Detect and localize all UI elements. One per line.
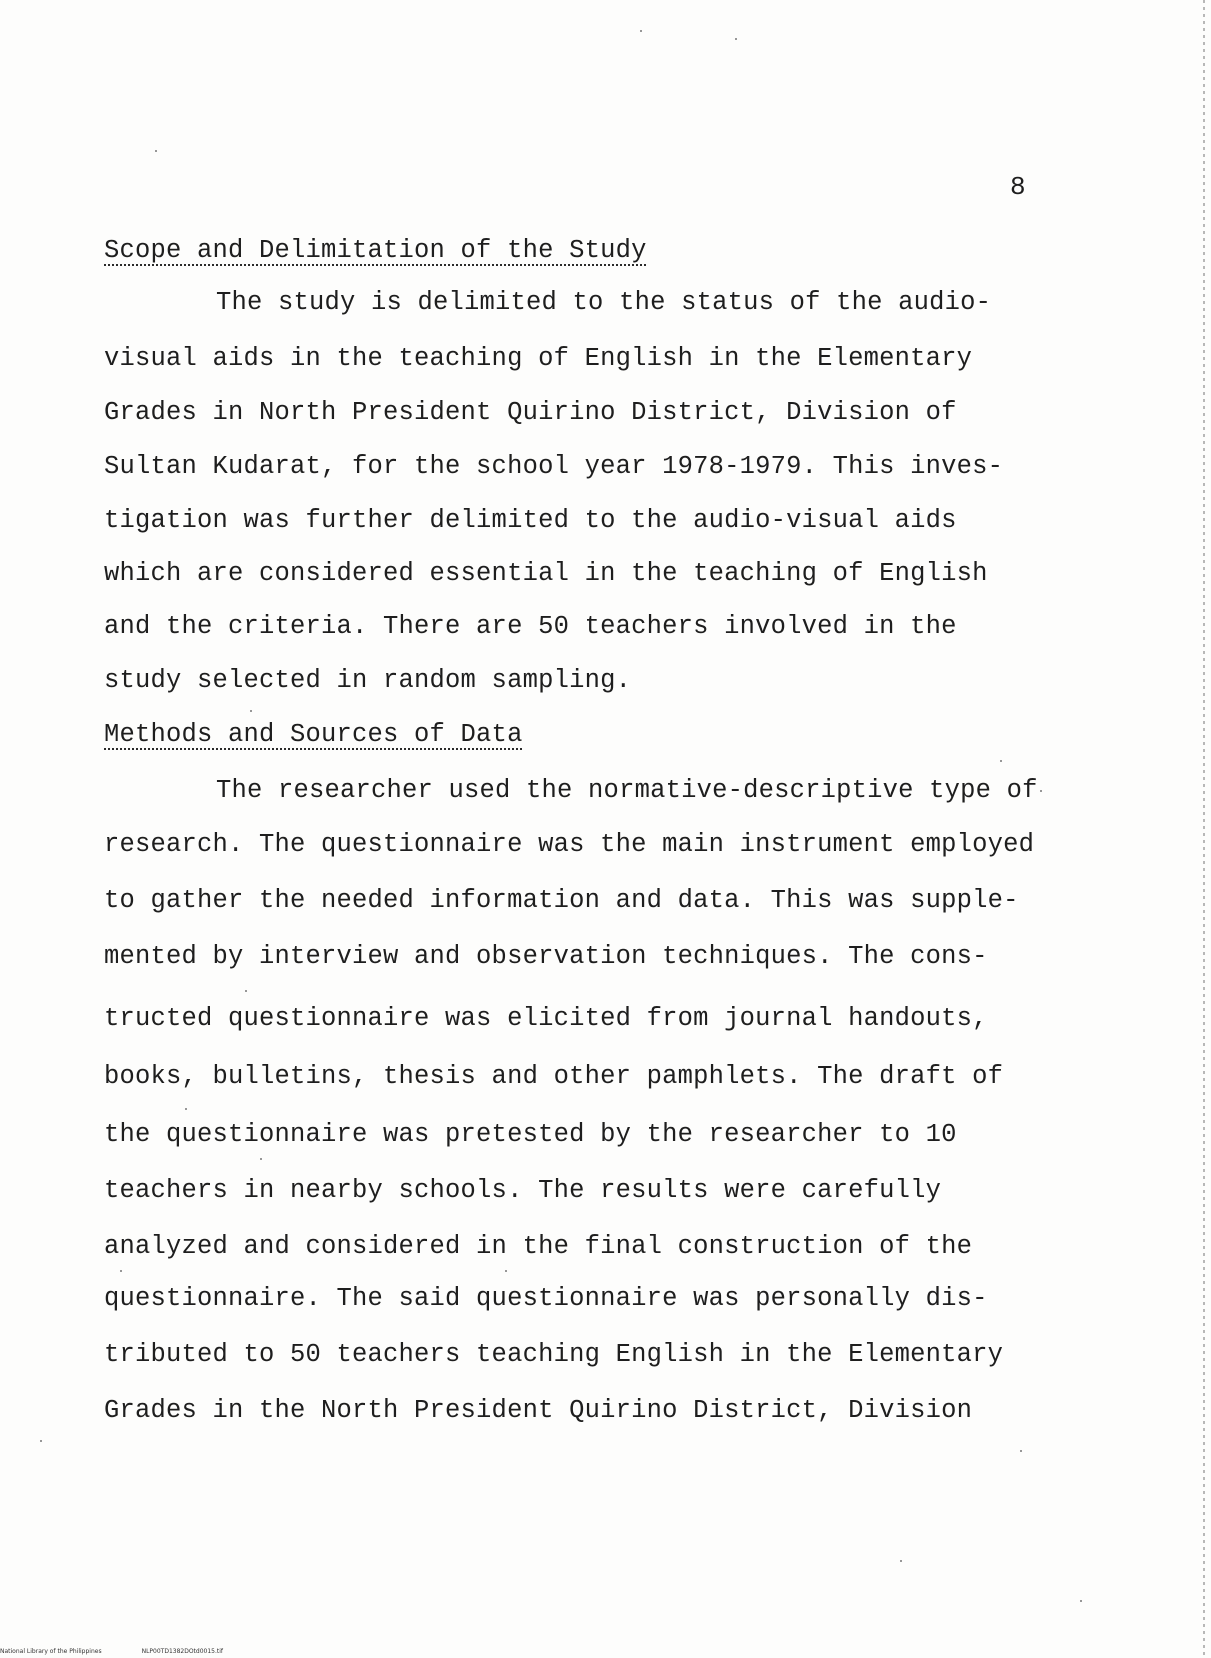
footer-library: National Library of the Philippines <box>0 1648 102 1655</box>
scan-speck <box>120 1270 122 1272</box>
scan-speck <box>1080 1600 1082 1602</box>
paragraph-line: books, bulletins, thesis and other pamphlets. The draft of <box>104 1062 1004 1091</box>
section-heading-methods: Methods and Sources of Data <box>104 720 523 749</box>
paragraph-line: tructed questionnaire was elicited from journal handouts, <box>104 1004 988 1033</box>
paragraph-line: The researcher used the normative-descriptive type of <box>216 776 1038 805</box>
scan-speck <box>735 38 737 40</box>
paragraph-line: tributed to 50 teachers teaching English in the Elementary <box>104 1340 1004 1369</box>
paragraph-line: study selected in random sampling. <box>104 666 632 695</box>
scan-speck <box>185 1108 187 1110</box>
paragraph-line: questionnaire. The said questionnaire was personally dis- <box>104 1284 988 1313</box>
scan-footer <box>0 1648 263 1655</box>
paragraph-line: mented by interview and observation techniques. The cons- <box>104 942 988 971</box>
section-heading-scope: Scope and Delimitation of the Study <box>104 236 647 265</box>
paragraph-line: analyzed and considered in the final construction of the <box>104 1232 973 1261</box>
scan-speck <box>640 30 642 32</box>
scan-speck <box>1020 1450 1022 1452</box>
scan-speck <box>40 1440 42 1442</box>
paragraph-line: visual aids in the teaching of English in the Elementary <box>104 344 973 373</box>
scan-speck <box>505 1270 507 1272</box>
paragraph-line: research. The questionnaire was the main instrument employed <box>104 830 1035 859</box>
scan-speck <box>900 1560 902 1562</box>
paragraph-line: and the criteria. There are 50 teachers involved in the <box>104 612 957 641</box>
scan-speck <box>155 150 157 152</box>
paragraph-line: Grades in the North President Quirino District, Division <box>104 1396 973 1425</box>
paragraph-line: teachers in nearby schools. The results were carefully <box>104 1176 942 1205</box>
paragraph-line: tigation was further delimited to the audio-visual aids <box>104 506 957 535</box>
paragraph-line: The study is delimited to the status of the audio- <box>216 288 992 317</box>
scan-speck <box>260 1158 262 1160</box>
scan-speck <box>250 710 252 712</box>
paragraph-line: Grades in North President Quirino District, Division of <box>104 398 957 427</box>
scan-speck <box>1000 760 1002 762</box>
paragraph-line: which are considered essential in the teaching of English <box>104 559 988 588</box>
scan-speck <box>1040 790 1042 792</box>
scan-edge <box>1203 0 1205 1658</box>
scan-speck <box>245 990 247 992</box>
paragraph-line: to gather the needed information and data. This was supple- <box>104 886 1019 915</box>
paragraph-line: the questionnaire was pretested by the researcher to 10 <box>104 1120 957 1149</box>
page-number: 8 <box>1010 172 1026 202</box>
footer-filename: NLP00TD1382DOtd0015.tif <box>141 1648 224 1655</box>
paragraph-line: Sultan Kudarat, for the school year 1978-1979. This inves- <box>104 452 1004 481</box>
